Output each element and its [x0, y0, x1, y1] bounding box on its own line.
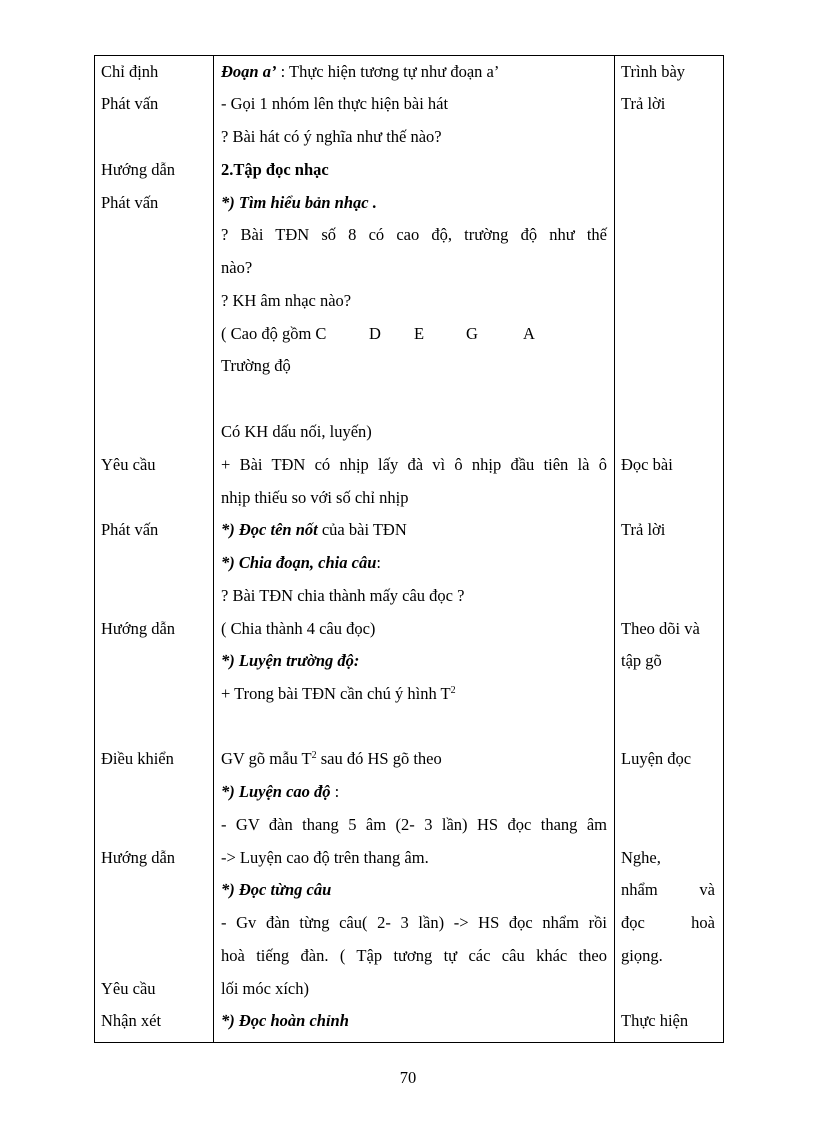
section-heading: *) Tìm hiểu bản nhạc .	[221, 193, 377, 212]
content-text: + Trong bài TĐN cần chú ý hình T	[221, 684, 451, 703]
activity-label: Phát vấn	[101, 520, 159, 539]
content-line	[221, 782, 339, 802]
section-heading: *) Luyện trường độ:	[221, 651, 360, 670]
content-text: ( Cao độ gồm C	[221, 324, 327, 343]
activity-label: Yêu cầu	[101, 979, 156, 998]
content-line	[221, 520, 407, 540]
note-name: A	[523, 324, 535, 343]
content-line	[221, 62, 499, 82]
page-number: 70	[399, 1068, 417, 1087]
content-line: ? KH âm nhạc nào?	[221, 291, 352, 310]
content-line: ? Bài hát có ý nghĩa như thế nào?	[221, 127, 442, 146]
content-line: + Bài TĐN có nhịp lấy đà vì ô nhịp đầu tiên là ô	[221, 455, 607, 474]
content-line	[221, 749, 442, 769]
note-name: G	[466, 324, 478, 343]
section-heading: *) Đọc tên nốt	[221, 520, 318, 539]
content-text: sau đó HS gõ theo	[316, 749, 442, 768]
superscript: 2	[311, 750, 317, 761]
content-text: :	[376, 553, 381, 572]
student-activity: Theo dõi và	[621, 619, 700, 638]
content-line: - Gọi 1 nhóm lên thực hiện bài hát	[221, 94, 449, 113]
content-text: của bài TĐN	[317, 520, 407, 539]
student-activity: Trình bày	[621, 62, 686, 81]
content-line: Có KH dấu nối, luyến)	[221, 422, 372, 441]
activity-label: Yêu cầu	[101, 455, 156, 474]
student-activity: Luyện đọc	[621, 749, 692, 768]
superscript: 2	[450, 685, 456, 696]
student-activity: Đọc bài	[621, 455, 673, 474]
activity-label: Chỉ định	[101, 62, 159, 81]
student-activity: Trả lời	[621, 520, 666, 539]
student-activity: tập gõ	[621, 651, 662, 670]
activity-label: Phát vấn	[101, 193, 159, 212]
content-line: nào?	[221, 258, 253, 277]
content-line	[221, 553, 381, 573]
activity-label: Phát vấn	[101, 94, 159, 113]
student-activity: Nghe,	[621, 848, 661, 867]
column-divider	[614, 56, 615, 1042]
content-line: ? Bài TĐN chia thành mấy câu đọc ?	[221, 586, 465, 605]
content-line: lối móc xích)	[221, 979, 309, 998]
section-heading: 2.Tập đọc nhạc	[221, 160, 329, 179]
content-line: nhịp thiếu so với số chỉ nhịp	[221, 488, 409, 507]
student-activity: Thực hiện	[621, 1011, 689, 1030]
content-text: : Thực hiện tương tự như đoạn a’	[276, 62, 500, 81]
activity-label: Nhận xét	[101, 1011, 162, 1030]
activity-label: Hướng dẫn	[101, 160, 176, 179]
content-text: GV gõ mẫu T	[221, 749, 312, 768]
section-heading: Đoạn a’	[221, 62, 277, 81]
content-text: :	[330, 782, 340, 801]
content-line: Trường độ	[221, 356, 291, 375]
content-line: - Gv đàn từng câu( 2- 3 lần) -> HS đọc nhẩm rồi	[221, 913, 607, 932]
section-heading: *) Luyện cao độ	[221, 782, 331, 801]
activity-label: Hướng dẫn	[101, 848, 176, 867]
student-activity: Trả lời	[621, 94, 666, 113]
content-line: -> Luyện cao độ trên thang âm.	[221, 848, 429, 867]
content-line: ( Chia thành 4 câu đọc)	[221, 619, 376, 638]
student-activity: giọng.	[621, 946, 663, 965]
content-line	[221, 684, 456, 704]
student-activity: đọc hoà	[621, 913, 715, 932]
note-name: E	[414, 324, 425, 343]
student-activity: nhẩm và	[621, 880, 715, 899]
lesson-table	[94, 55, 724, 1043]
note-name: D	[369, 324, 381, 343]
column-divider	[213, 56, 214, 1042]
activity-label: Điều khiển	[101, 749, 174, 768]
content-line: ? Bài TĐN số 8 có cao độ, trường độ như thế	[221, 225, 607, 244]
content-line: - GV đàn thang 5 âm (2- 3 lần) HS đọc thang âm	[221, 815, 607, 834]
section-heading: *) Chia đoạn, chia câu	[221, 553, 377, 572]
section-heading: *) Đọc từng câu	[221, 880, 332, 899]
content-line: hoà tiếng đàn. ( Tập tương tự các câu khác theo	[221, 946, 607, 965]
activity-label: Hướng dẫn	[101, 619, 176, 638]
section-heading: *) Đọc hoàn chỉnh	[221, 1011, 349, 1030]
content-line	[221, 324, 535, 344]
